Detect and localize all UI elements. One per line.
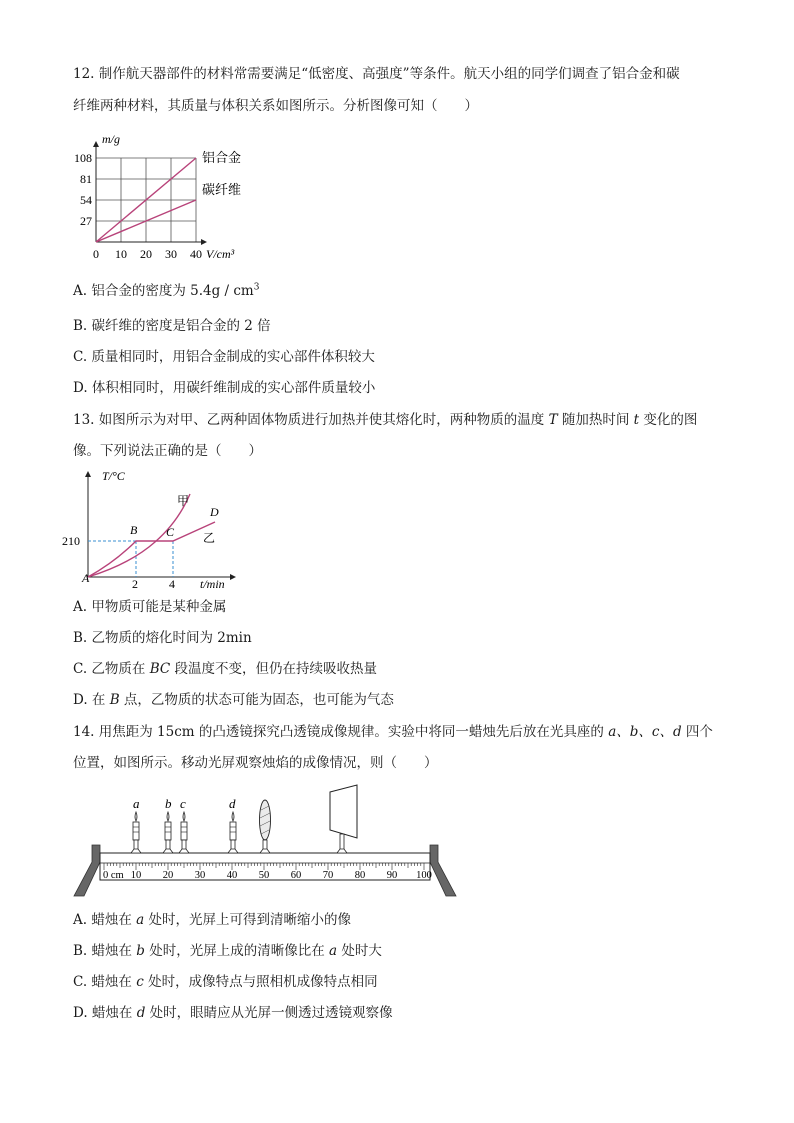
q13-stem-b: 随加热时间 [557,412,634,428]
candle-a-label: a [133,796,140,811]
x-tick-label: 10 [115,247,127,261]
scale-label: 10 [130,870,142,881]
q14-option-a[interactable] [73,910,351,930]
q14-stem-line2: 位置，如图所示。移动光屏观察烛焰的成像情况，则（ ） [73,755,438,771]
q14-option-d-v: d [136,1005,146,1021]
candle-b [163,796,173,853]
q13-option-d[interactable] [73,690,394,710]
label-jia: 甲 [177,494,190,508]
candle-b-label: b [165,796,172,811]
optical-bench-figure [70,780,462,902]
q12-option-a-sup: 3 [253,282,260,293]
chart-ylabel: m/g [102,132,120,146]
q13-option-c-bc: BC [149,661,171,677]
q12-stem-line2: 纤维两种材料，其质量与体积关系如图所示。分析图像可知（ ） [73,98,478,114]
scale-label: 80 [354,870,366,881]
scale-label: 60 [290,870,302,881]
graph-ytick-210: 210 [62,534,80,548]
candle-a [131,796,141,853]
scale-label: 20 [162,870,174,881]
q14-option-b[interactable] [73,941,382,961]
chart-series [96,150,241,242]
x-tick-label: 0 [93,247,99,261]
scale-label: 40 [226,870,238,881]
chart-axes [96,142,206,242]
q13-option-b[interactable]: B. 乙物质的熔化时间为 2min [73,630,252,646]
point-d-label: D [210,505,219,519]
q13-stem-t: t [633,412,640,428]
q14-option-c-b: 处时，成像特点与照相机成像特点相同 [143,974,378,990]
series-label-1: 碳纤维 [202,182,242,197]
series-label-0: 铝合金 [202,150,242,165]
q14-option-b-b: 处时，光屏上成的清晰像比在 [144,943,330,959]
scale-label: 90 [386,870,398,881]
x-tick-label: 40 [190,247,202,261]
scale-label: 0 cm [103,870,124,881]
q14-option-b-c: 处时大 [337,943,382,959]
candle-d [228,796,238,853]
y-tick-label: 108 [74,151,92,165]
q13-stem-line2: 像。下列说法正确的是（ ） [73,443,262,459]
scale-label: 70 [322,870,334,881]
q14-stem-line1 [73,722,713,742]
left-stand [74,845,100,896]
convex-lens [260,800,271,853]
q13-option-d-b-point: B [109,692,120,708]
q13-stem-c: 变化的图 [639,412,698,428]
q14-option-a-v: a [136,912,145,928]
q12-stem-line1: 12. 制作航天器部件的材料常需要满足“低密度、高强度”等条件。航天小组的同学们调查了铝合金和碳 [73,66,680,82]
q14-stem-abcd: a、b、c、d [608,724,682,740]
candle-c-label: c [180,796,186,811]
scale-label: 100 [416,870,432,881]
q14-option-b-a: B. 蜡烛在 [73,943,137,959]
light-screen [330,785,357,853]
q12-option-a[interactable] [73,281,259,301]
point-c-label: C [166,525,175,539]
temperature-time-graph [60,464,250,594]
x-tick-label: 20 [140,247,152,261]
q14-option-c[interactable] [73,972,378,992]
q12-option-b[interactable]: B. 碳纤维的密度是铝合金的 2 倍 [73,318,271,334]
q14-option-d-a: D. 蜡烛在 [73,1005,137,1021]
q14-option-d-b: 处时，眼睛应从光屏一侧透过透镜观察像 [145,1005,393,1021]
q13-option-d-a: D. 在 [73,692,110,708]
candle-c [179,796,189,853]
q13-option-d-b: 点，乙物质的状态可能为固态，也可能为气态 [119,692,394,708]
chart-xlabel: V/cm³ [206,247,235,261]
point-b-label: B [130,523,138,537]
q13-option-c-b: 段温度不变，但仍在持续吸收热量 [170,661,378,677]
q13-option-a[interactable]: A. 甲物质可能是某种金属 [73,599,227,615]
q14-option-c-a: C. 蜡烛在 [73,974,137,990]
q13-stem-T: T [548,412,558,428]
q13-option-c[interactable] [73,659,377,679]
q14-option-d[interactable] [73,1003,393,1023]
q13-stem-line1 [73,410,697,430]
q13-option-c-a: C. 乙物质在 [73,661,150,677]
scale-label: 50 [258,870,270,881]
q14-option-a-b: 处时，光屏上可得到清晰缩小的像 [144,912,351,928]
q14-option-c-v: c [136,974,144,990]
q14-option-b-v2: a [329,943,338,959]
graph-xtick-2: 2 [132,577,138,591]
candle-d-label: d [229,796,236,811]
graph-xtick-4: 4 [169,577,175,591]
x-tick-label: 30 [165,247,177,261]
q12-option-a-text: A. 铝合金的密度为 5.4g / cm [73,283,254,299]
label-yi: 乙 [203,531,216,545]
point-a-label: A [82,571,90,585]
graph-xlabel: t/min [200,577,225,591]
q14-option-a-a: A. 蜡烛在 [73,912,137,928]
q14-stem-b: 四个 [681,724,713,740]
y-tick-label: 54 [80,193,92,207]
curve-yi [88,522,215,577]
q13-stem-a: 13. 如图所示为对甲、乙两种固体物质进行加热并使其熔化时，两种物质的温度 [73,412,549,428]
mass-volume-chart [60,126,280,266]
y-tick-label: 81 [80,172,92,186]
y-tick-label: 27 [80,214,92,228]
scale-label: 30 [194,870,206,881]
graph-ylabel: T/°C [102,469,125,483]
right-stand [430,845,456,896]
q12-option-d[interactable]: D. 体积相同时，用碳纤维制成的实心部件质量较小 [73,380,376,396]
curve-jia [88,494,190,577]
q14-option-b-v: b [136,943,145,959]
q14-stem-a: 14. 用焦距为 15cm 的凸透镜探究凸透镜成像规律。实验中将同一蜡烛先后放在光具座的 [73,724,609,740]
q12-option-c[interactable]: C. 质量相同时，用铝合金制成的实心部件体积较大 [73,349,375,365]
